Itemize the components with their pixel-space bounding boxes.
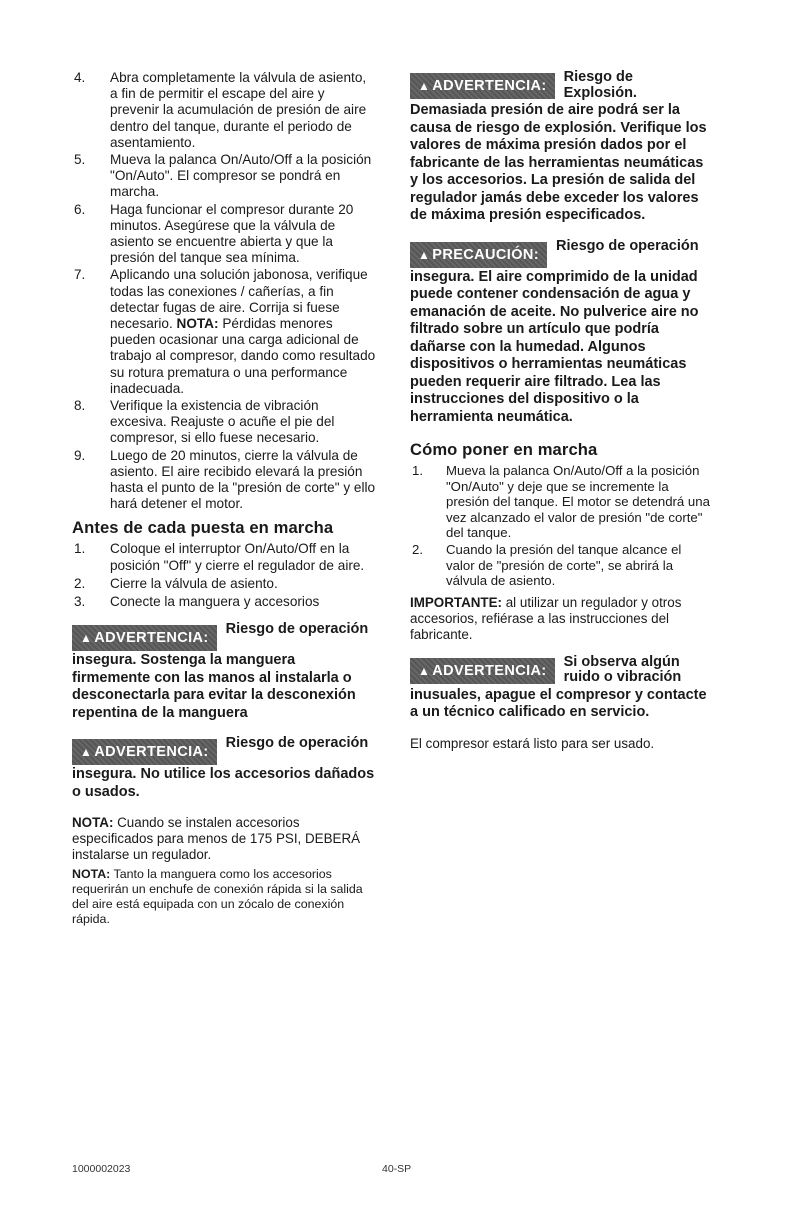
- warning-body: Demasiada presión de aire podrá ser la causa de riesgo de explosión. Verifique los valores de máxima presión dados por el fabricante de las herramientas neumáticas y los accesorios. La presión de salida del regulador jamás debe exceder los valores de máxima presión especificados.: [410, 102, 707, 223]
- setup-steps-list: [72, 70, 377, 512]
- warning-triangle-icon: ▲: [418, 663, 431, 678]
- list-item: 2. Cierre la válvula de asiento.: [74, 575, 278, 591]
- page-number: 40-SP: [382, 1163, 412, 1175]
- caution-body: insegura. El aire comprimido de la unidad puede contener condensación de agua y emanación de aceite. No pulverice aire no filtrado sobre un artículo que podría dañarse con la humedad. Algunos dispositivos o herramientas neumáticas pueden requerir aire filtrado. Lea las instrucciones del dispositivo o la herramienta neumática.: [410, 268, 699, 425]
- warning-title: Riesgo de operación: [225, 735, 369, 752]
- list-item: 1. Coloque el interruptor On/Auto/Off en la posición "Off" y cierre el regulador de aire.: [74, 541, 365, 573]
- note-regulator: NOTA: Cuando se instalen accesorios especificados para menos de 175 PSI, DEBERÁ instalarse un regulador.: [72, 815, 361, 863]
- list-item: 5. Mueva la palanca On/Auto/Off a la posición "On/Auto". El compresor se pondrá en marcha.: [74, 152, 372, 200]
- list-item: 2. Cuando la presión del tanque alcance el valor de "presión de corte", se abrirá la válvula de asiento.: [412, 541, 682, 589]
- caution-title: Riesgo de operación: [556, 237, 699, 254]
- left-column: [72, 70, 377, 927]
- warning-badge: ▲ ADVERTENCIA:: [410, 658, 555, 684]
- caution-block: [410, 239, 710, 427]
- list-item: 7. Aplicando una solución jabonosa, verifique todas las conexiones / cañerías, a fin detectar fugas de aire. Corrija si fuese necesario. NOTA: Pérdidas menores pueden ocasionar una carga adicional de trabajo al compresor, dando como resultado su rotura prematura o una performance inadecuada.: [74, 267, 376, 396]
- warning-hose-block: [72, 622, 377, 722]
- warning-triangle-icon: ▲: [418, 79, 431, 93]
- section-title-como-poner: Cómo poner en marcha: [410, 440, 598, 459]
- section-title-antes: Antes de cada puesta en marcha: [72, 518, 334, 538]
- start-steps-list: [410, 463, 710, 589]
- list-item: 3. Conecte la manguera y accesorios: [74, 594, 320, 610]
- warning-body: inusuales, apague el compresor y contacte a un técnico calificado en servicio.: [410, 686, 707, 721]
- warning-accessories-block: [72, 736, 377, 801]
- caution-badge: ▲ PRECAUCIÓN:: [410, 242, 547, 268]
- warning-body: insegura. No utilice los accesorios dañados o usados.: [72, 766, 375, 800]
- warning-title: Si observa algún ruido o vibración: [563, 653, 682, 686]
- warning-badge: ▲ ADVERTENCIA:: [410, 73, 555, 99]
- list-item: 1. Mueva la palanca On/Auto/Off a la posición "On/Auto" y deje que se incremente la presión del tanque. El motor se detendrá una vez alcanzado el valor de presión "de corte" del tanque.: [412, 463, 710, 541]
- warning-triangle-icon: ▲: [80, 631, 93, 646]
- before-start-steps-list: [72, 541, 377, 610]
- warning-noise-block: [410, 655, 710, 722]
- right-column: [410, 70, 710, 752]
- warning-title: Riesgo de Explosión.: [563, 69, 637, 101]
- closing-text: El compresor estará listo para ser usado.: [410, 735, 655, 751]
- warning-badge: ▲ ADVERTENCIA:: [72, 625, 217, 651]
- list-item: 6. Haga funcionar el compresor durante 20 minutos. Asegúrese que la válvula de asiento se encuentre abierta y que la presión del tanque sea mínima.: [74, 201, 354, 266]
- warning-explosion-block: [410, 70, 710, 225]
- list-item: 4. Abra completamente la válvula de asiento, a fin de permitir el escape del aire y prevenir la acumulación de presión de aire dentro del tanque, durante el periodo de asentamiento.: [74, 70, 367, 150]
- warning-body: insegura. Sostenga la manguera firmemente con las manos al instalarla o desconectarla para evitar la desconexión repentina de la manguera: [72, 652, 356, 721]
- important-note: IMPORTANTE: al utilizar un regulador y otros accesorios, refiérase a las instrucciones del fabricante.: [410, 594, 682, 642]
- document-number: 1000002023: [72, 1163, 131, 1175]
- warning-title: Riesgo de operación: [225, 621, 369, 638]
- list-item: 9. Luego de 20 minutos, cierre la válvula de asiento. El aire recibido elevará la presión hasta el punto de la "presión de corte" y ello hará detener el motor.: [74, 447, 376, 512]
- warning-badge: ▲ ADVERTENCIA:: [72, 739, 217, 765]
- list-item: 8. Verifique la existencia de vibración excesiva. Reajuste o acuñe el pie del compresor, si ello fuese necesario.: [74, 398, 335, 446]
- warning-triangle-icon: ▲: [80, 745, 93, 760]
- note-quick-connect: NOTA: Tanto la manguera como los accesorios requerirán un enchufe de conexión rápida si la salida del aire está equipada con un zócalo de conexión rápida.: [72, 867, 363, 927]
- warning-triangle-icon: ▲: [418, 247, 431, 262]
